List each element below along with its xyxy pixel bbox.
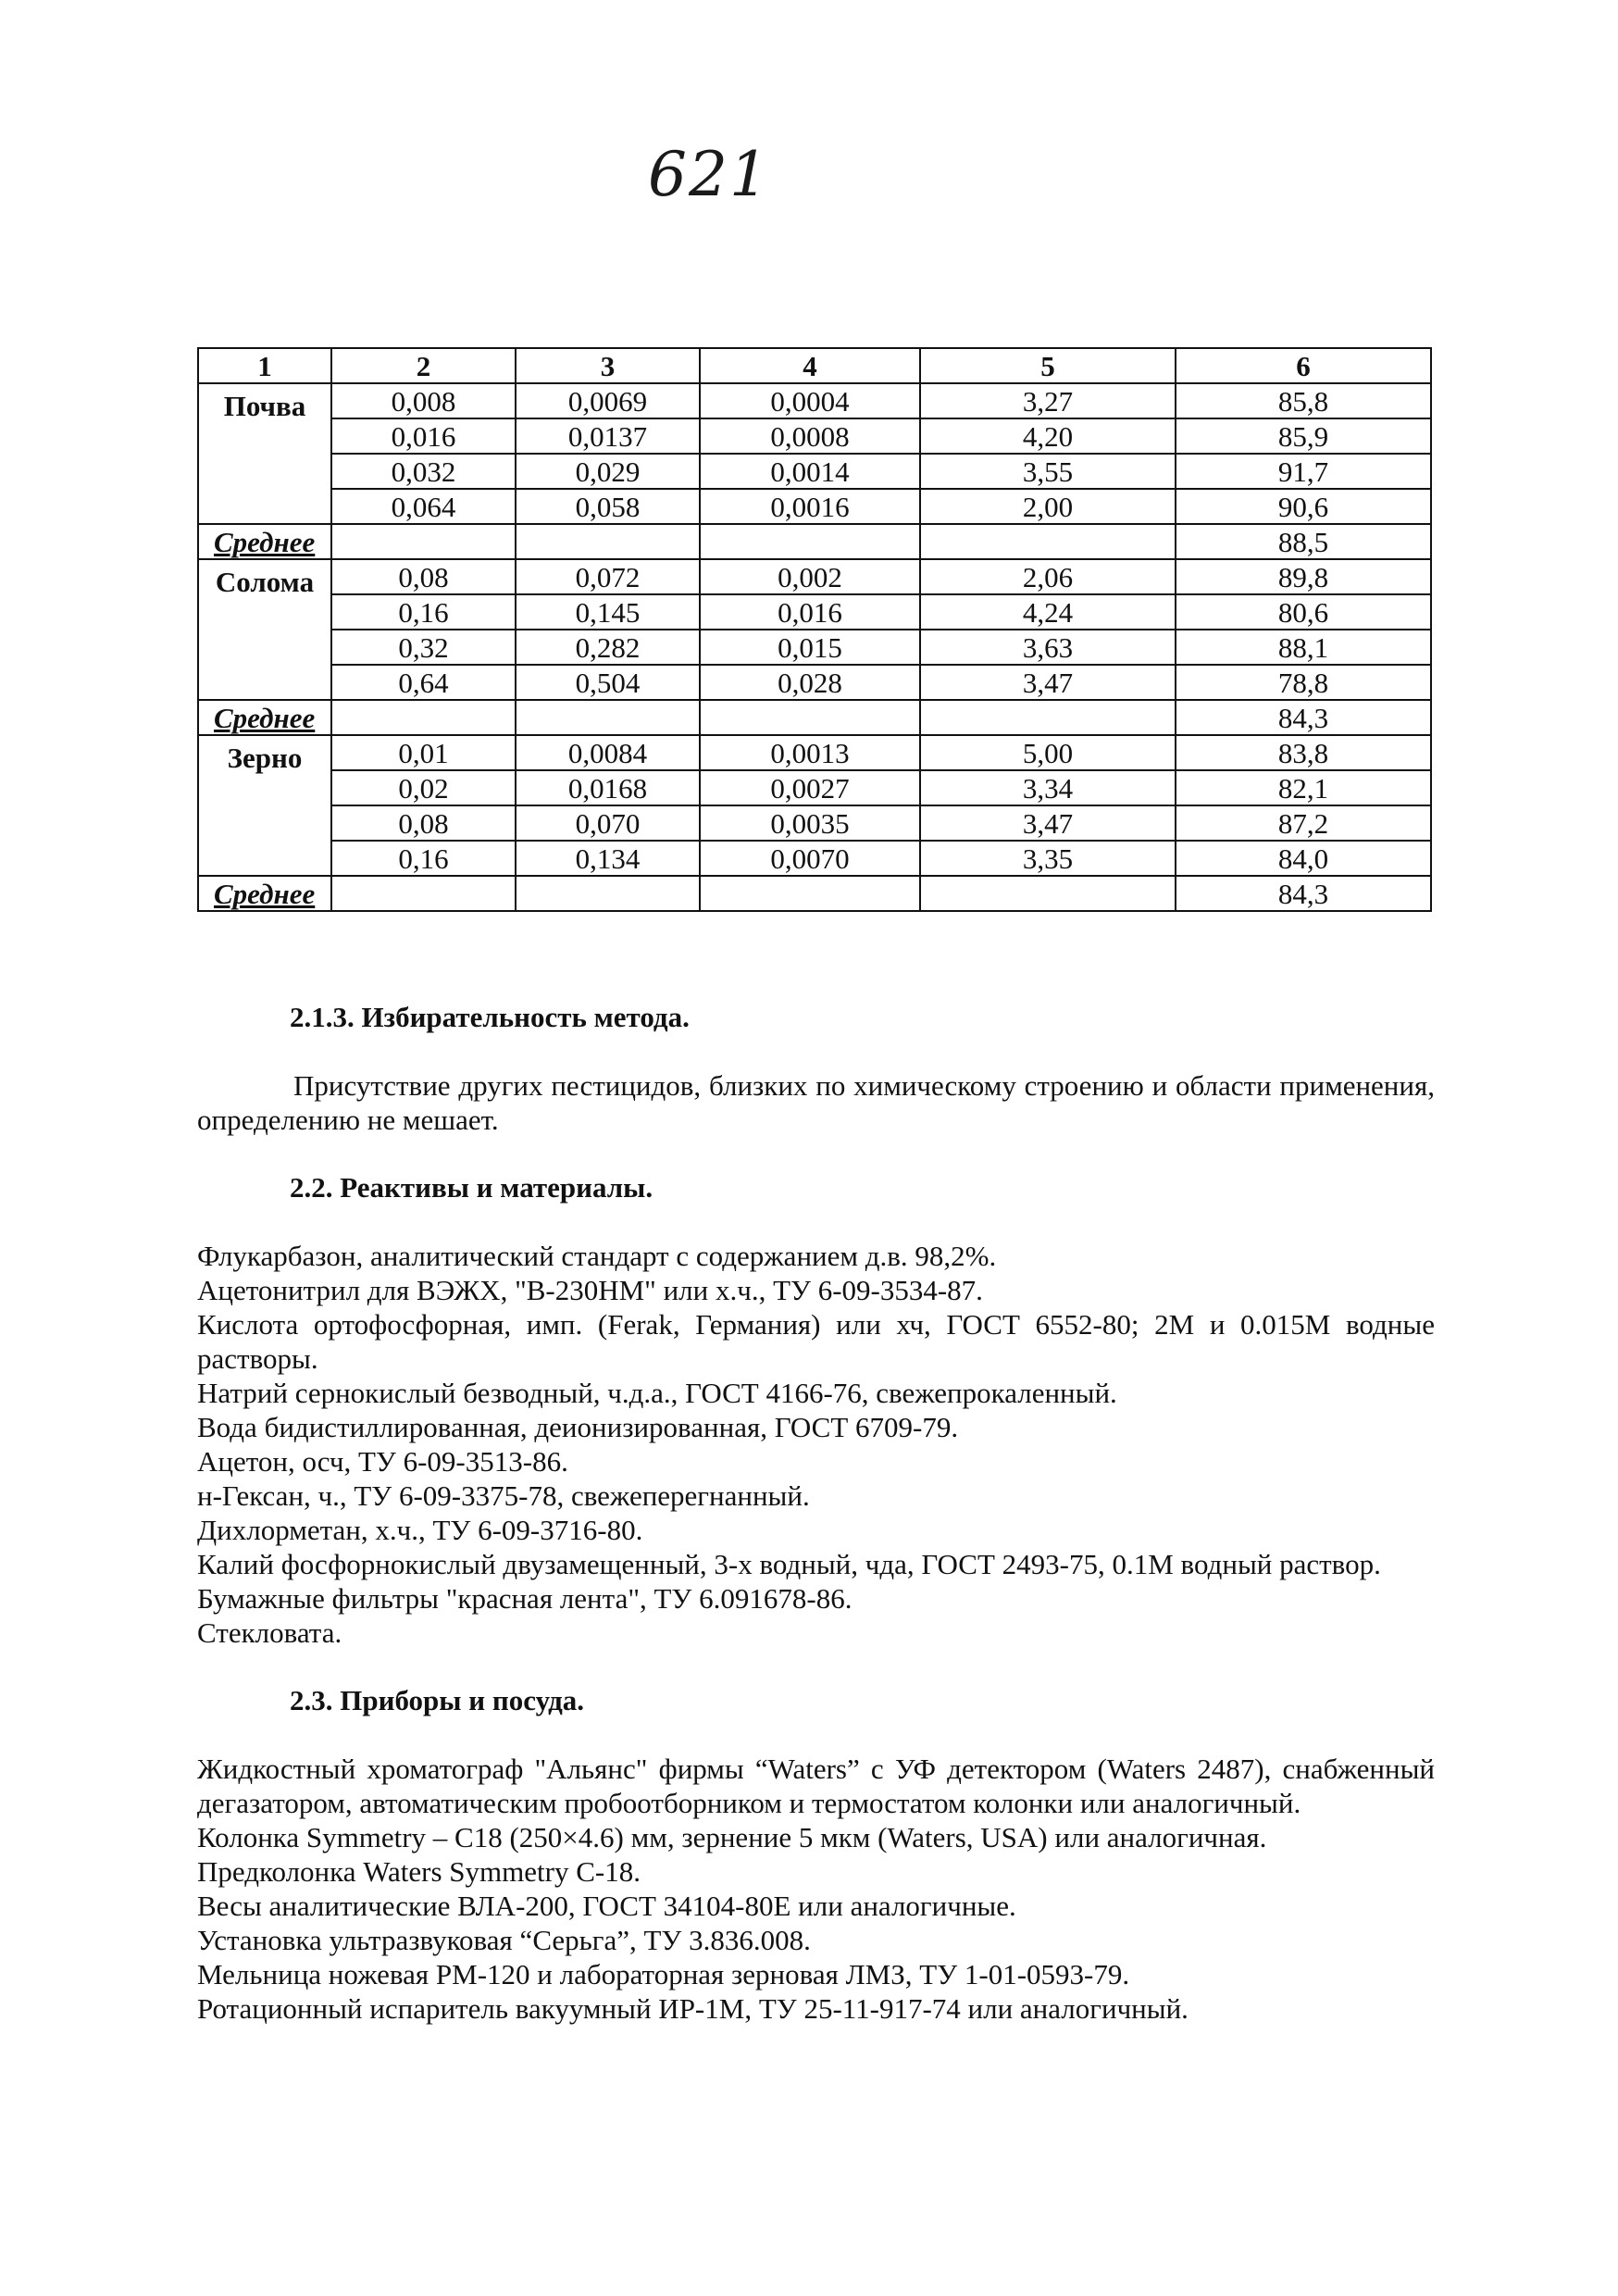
header-cell: 3 (516, 348, 700, 383)
selectivity-text: Присутствие других пестицидов, близких по химическому строению и области применения, определению не мешает. (197, 1069, 1435, 1136)
reagent-item: Дихлорметан, х.ч., ТУ 6-09-3716-80. (197, 1514, 643, 1546)
table-cell: 5,00 (920, 735, 1176, 770)
table-cell: 0,16 (331, 594, 516, 630)
equipment-item: Весы аналитические ВЛА-200, ГОСТ 34104-80Е или аналогичные. (197, 1890, 1016, 1922)
average-label: Среднее (198, 700, 331, 735)
table-cell: 0,0137 (516, 418, 700, 454)
reagent-item: н-Гексан, ч., ТУ 6-09-3375-78, свежеперегнанный. (197, 1479, 810, 1512)
header-cell: 2 (331, 348, 516, 383)
table-cell: 0,029 (516, 454, 700, 489)
empty-cell (700, 700, 920, 735)
table-header-row (198, 348, 1431, 383)
table-cell: 88,1 (1176, 630, 1431, 665)
equipment-list (197, 1752, 1435, 2026)
table-cell: 3,47 (920, 665, 1176, 700)
table-cell: 80,6 (1176, 594, 1431, 630)
reagent-item: Бумажные фильтры "красная лента", ТУ 6.091678-86. (197, 1582, 853, 1615)
sample-name-cell: Солома (198, 559, 331, 700)
table-cell: 0,16 (331, 841, 516, 876)
average-label: Среднее (198, 524, 331, 559)
results-table (197, 347, 1432, 912)
section-heading-selectivity: 2.1.3. Избирательность метода. (290, 1001, 690, 1033)
table-row (198, 630, 1431, 665)
table-row (198, 418, 1431, 454)
table-cell: 0,0069 (516, 383, 700, 418)
table-row (198, 805, 1431, 841)
table-cell: 3,47 (920, 805, 1176, 841)
table-cell: 0,0084 (516, 735, 700, 770)
table-cell: 0,0027 (700, 770, 920, 805)
equipment-item: Предколонка Waters Symmetry C-18. (197, 1855, 641, 1888)
table-cell: 0,145 (516, 594, 700, 630)
equipment-item: Ротационный испаритель вакуумный ИР-1М, ТУ 25-11-917-74 или аналогичный. (197, 1992, 1189, 2025)
average-row (198, 524, 1431, 559)
table-cell: 91,7 (1176, 454, 1431, 489)
table-cell: 3,35 (920, 841, 1176, 876)
table-cell: 0,002 (700, 559, 920, 594)
table-row (198, 770, 1431, 805)
header-cell: 4 (700, 348, 920, 383)
table-cell: 0,0013 (700, 735, 920, 770)
empty-cell (331, 876, 516, 911)
table-cell: 3,63 (920, 630, 1176, 665)
results-table-body (198, 348, 1431, 911)
reagent-item: Ацетон, осч, ТУ 6-09-3513-86. (197, 1445, 568, 1478)
header-cell: 1 (198, 348, 331, 383)
empty-cell (516, 524, 700, 559)
table-cell: 0,0035 (700, 805, 920, 841)
table-cell: 85,9 (1176, 418, 1431, 454)
reagent-item: Калий фосфорнокислый двузамещенный, 3-х водный, чда, ГОСТ 2493-75, 0.1М водный раствор. (197, 1548, 1381, 1580)
table-cell: 0,064 (331, 489, 516, 524)
table-cell: 0,015 (700, 630, 920, 665)
table-row (198, 735, 1431, 770)
reagents-list (197, 1239, 1435, 1650)
empty-cell (331, 524, 516, 559)
table-cell: 4,20 (920, 418, 1176, 454)
average-label: Среднее (198, 876, 331, 911)
empty-cell (920, 700, 1176, 735)
empty-cell (700, 876, 920, 911)
table-row (198, 489, 1431, 524)
sample-name-cell: Зерно (198, 735, 331, 876)
table-cell: 0,0070 (700, 841, 920, 876)
table-cell: 0,058 (516, 489, 700, 524)
table-cell: 0,016 (700, 594, 920, 630)
table-cell: 3,55 (920, 454, 1176, 489)
document-body (197, 1000, 1435, 2026)
table-cell: 89,8 (1176, 559, 1431, 594)
table-cell: 0,0016 (700, 489, 920, 524)
section-heading-reagents: 2.2. Реактивы и материалы. (290, 1171, 653, 1204)
table-cell: 0,01 (331, 735, 516, 770)
average-row (198, 700, 1431, 735)
table-cell: 0,134 (516, 841, 700, 876)
table-cell: 0,32 (331, 630, 516, 665)
empty-cell (331, 700, 516, 735)
table-cell: 0,0168 (516, 770, 700, 805)
table-cell: 0,072 (516, 559, 700, 594)
empty-cell (920, 876, 1176, 911)
table-row (198, 594, 1431, 630)
table-cell: 0,64 (331, 665, 516, 700)
table-row (198, 559, 1431, 594)
header-cell: 6 (1176, 348, 1431, 383)
table-row (198, 383, 1431, 418)
table-cell: 0,08 (331, 559, 516, 594)
reagent-item: Натрий сернокислый безводный, ч.д.а., ГОСТ 4166-76, свежепрокаленный. (197, 1377, 1117, 1409)
table-cell: 0,504 (516, 665, 700, 700)
section-heading-equipment: 2.3. Приборы и посуда. (290, 1684, 585, 1716)
table-cell: 3,34 (920, 770, 1176, 805)
table-cell: 83,8 (1176, 735, 1431, 770)
table-cell: 0,016 (331, 418, 516, 454)
table-cell: 2,06 (920, 559, 1176, 594)
table-cell: 2,00 (920, 489, 1176, 524)
empty-cell (516, 876, 700, 911)
average-value: 84,3 (1176, 876, 1431, 911)
reagent-item: Флукарбазон, аналитический стандарт с содержанием д.в. 98,2%. (197, 1240, 997, 1272)
table-cell: 3,27 (920, 383, 1176, 418)
table-cell: 0,032 (331, 454, 516, 489)
reagent-item: Ацетонитрил для ВЭЖХ, "В-230НМ" или х.ч., ТУ 6-09-3534-87. (197, 1274, 983, 1306)
table-cell: 87,2 (1176, 805, 1431, 841)
reagent-item: Кислота ортофосфорная, имп. (Ferak, Германия) или хч, ГОСТ 6552-80; 2М и 0.015М водные растворы. (197, 1308, 1435, 1375)
empty-cell (920, 524, 1176, 559)
average-row (198, 876, 1431, 911)
table-cell: 82,1 (1176, 770, 1431, 805)
table-cell: 90,6 (1176, 489, 1431, 524)
empty-cell (516, 700, 700, 735)
table-cell: 0,08 (331, 805, 516, 841)
table-cell: 0,0008 (700, 418, 920, 454)
equipment-item: Колонка Symmetry – C18 (250×4.6) мм, зернение 5 мкм (Waters, USA) или аналогичная. (197, 1821, 1267, 1853)
table-cell: 0,070 (516, 805, 700, 841)
table-cell: 84,0 (1176, 841, 1431, 876)
header-cell: 5 (920, 348, 1176, 383)
page-number: 621 (648, 139, 770, 210)
reagent-item: Стекловата. (197, 1616, 342, 1649)
average-value: 88,5 (1176, 524, 1431, 559)
empty-cell (700, 524, 920, 559)
table-row (198, 665, 1431, 700)
table-cell: 0,02 (331, 770, 516, 805)
table-cell: 4,24 (920, 594, 1176, 630)
table-cell: 0,008 (331, 383, 516, 418)
table-cell: 0,282 (516, 630, 700, 665)
table-cell: 0,0004 (700, 383, 920, 418)
equipment-item: Жидкостный хроматограф "Альянс" фирмы “Waters” с УФ детектором (Waters 2487), снабженный дегазатором, автоматическим пробоотборником и термостатом колонки или аналогичный. (197, 1753, 1435, 1819)
table-cell: 0,0014 (700, 454, 920, 489)
table-cell: 85,8 (1176, 383, 1431, 418)
table-cell: 78,8 (1176, 665, 1431, 700)
reagent-item: Вода бидистиллированная, деионизированная, ГОСТ 6709-79. (197, 1411, 959, 1443)
table-row (198, 841, 1431, 876)
equipment-item: Мельница ножевая РМ-120 и лабораторная зерновая ЛМЗ, ТУ 1-01-0593-79. (197, 1958, 1130, 1990)
table-cell: 0,028 (700, 665, 920, 700)
average-value: 84,3 (1176, 700, 1431, 735)
sample-name-cell: Почва (198, 383, 331, 524)
equipment-item: Установка ультразвуковая “Серьга”, ТУ 3.836.008. (197, 1924, 811, 1956)
table-row (198, 454, 1431, 489)
